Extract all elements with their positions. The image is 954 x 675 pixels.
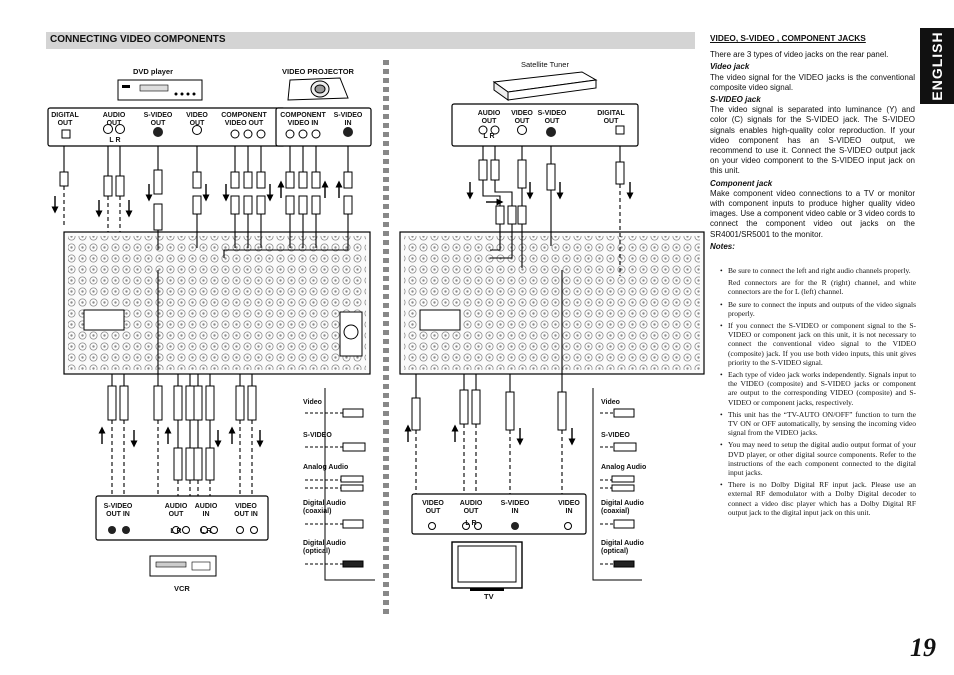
dvd-player-label: DVD player bbox=[133, 67, 174, 76]
tv-svideo-in-label: S-VIDEO IN bbox=[500, 500, 530, 515]
note-item: • There is no Dolby Digital RF input jack. Please use an external RF demodulator with a Dolby Digital decoder to connect a video disc player which has a Dolby Digital RF output jack to the digital input jack on this unit. bbox=[728, 480, 916, 517]
intro-text: There are 3 types of video jacks on the rear panel. bbox=[710, 50, 889, 60]
dvd-svideo-out-label: S-VIDEO OUT bbox=[143, 112, 173, 127]
legend-left-video: Video bbox=[303, 399, 322, 406]
note-item: • Each type of video jack works independently. Signals input to the VIDEO (composite) and S-VIDEO jacks or component are output to the corresponding VIDEO (composite) and S-VIDEO or component jacks, respectively. bbox=[728, 370, 916, 407]
projector-illustration bbox=[288, 78, 348, 100]
note-item-continued: Red connectors are for the R (right) channel, and white connectors are the for L (left) channel. bbox=[728, 278, 916, 297]
tv-audio-out-label: AUDIO OUT bbox=[459, 500, 483, 515]
satellite-tuner-illustration bbox=[494, 72, 596, 100]
dvd-video-out-label: VIDEO OUT bbox=[186, 112, 208, 127]
text-column bbox=[710, 33, 915, 252]
tuner-svideo-out-label: S-VIDEO OUT bbox=[537, 110, 567, 125]
note-item: • Be sure to connect the left and right audio channels properly. bbox=[728, 266, 916, 275]
tv-lr-label: L R bbox=[465, 520, 477, 527]
dvd-lr-label: L R bbox=[109, 137, 121, 144]
projector-label: VIDEO PROJECTOR bbox=[282, 67, 354, 76]
note-item: • You may need to setup the digital audio output format of your DVD player, or other digital source components. Refer to the instructions of the each component connected to the digital input jacks. bbox=[728, 440, 916, 477]
vcr-lr-label-1: L R bbox=[170, 528, 182, 535]
legend-right-video: Video bbox=[601, 399, 620, 406]
vcr-svideo-label: S-VIDEO OUT IN bbox=[103, 503, 133, 518]
notes-title: Notes: bbox=[710, 241, 735, 251]
note-item: • Be sure to connect the inputs and outputs of the video signals properly. bbox=[728, 300, 916, 318]
component-jack-body: Make component video connections to a TV or monitor with component inputs to produce higher quality video images. Use a component video cable or 3 video cords to connect the component video out jacks on the SR4001/SR5001 to the monitor. bbox=[710, 188, 915, 239]
legend-right-svideo: S-VIDEO bbox=[601, 432, 630, 439]
dvd-player-illustration bbox=[118, 80, 202, 100]
dvd-component-out-label: COMPONENT VIDEO OUT bbox=[221, 112, 267, 127]
language-tab-label: ENGLISH bbox=[929, 31, 945, 101]
tuner-video-out-label: VIDEO OUT bbox=[511, 110, 533, 125]
vcr-label: VCR bbox=[174, 584, 190, 593]
note-item: • This unit has the “TV-AUTO ON/OFF” function to turn the TV ON or OFF automatically, by sensing the incoming video signal from the VIDEO jacks. bbox=[728, 410, 916, 438]
vcr-lr-label-2: L R bbox=[200, 528, 212, 535]
tv-label: TV bbox=[484, 592, 494, 601]
projector-component-in-label: COMPONENT VIDEO IN bbox=[280, 112, 326, 127]
svideo-jack-title: S-VIDEO jack bbox=[710, 95, 761, 105]
satellite-tuner-label: Satellite Tuner bbox=[521, 60, 569, 69]
receiver-rear-panel-left bbox=[64, 232, 370, 374]
note-item: • If you connect the S-VIDEO or component signal to the S-VIDEO or component jack on this unit, it is not necessary to connect the conventional video signal to the VIDEO (composite) jack. If you use both video inputs, this unit gives priority to the S-VIDEO signal. bbox=[728, 321, 916, 367]
vcr-audio-out-label: AUDIO OUT bbox=[164, 503, 188, 518]
video-jack-title: Video jack bbox=[710, 62, 750, 72]
projector-svideo-in-label: S-VIDEO IN bbox=[333, 112, 363, 127]
page-number: 19 bbox=[910, 633, 936, 662]
tuner-lr-label: L R bbox=[483, 133, 495, 140]
section-title: CONNECTING VIDEO COMPONENTS bbox=[50, 34, 226, 45]
dvd-digital-out-label: DIGITAL OUT bbox=[51, 112, 79, 127]
component-jack-title: Component jack bbox=[710, 178, 773, 188]
legend-right-digital-optical: Digital Audio (optical) bbox=[601, 540, 644, 555]
legend-left-digital-coaxial: Digital Audio (coaxial) bbox=[303, 500, 346, 515]
vcr-illustration bbox=[150, 556, 216, 576]
receiver-rear-panel-right bbox=[400, 232, 704, 374]
legend-right-analog-audio: Analog Audio bbox=[601, 464, 647, 471]
tuner-digital-out-label: DIGITAL OUT bbox=[597, 110, 625, 125]
tv-video-out-label: VIDEO OUT bbox=[422, 500, 444, 515]
jacks-heading: VIDEO, S-VIDEO , COMPONENT JACKS bbox=[710, 33, 866, 43]
dvd-audio-out-label: AUDIO OUT bbox=[102, 112, 126, 127]
tuner-audio-out-label: AUDIO OUT bbox=[477, 110, 501, 125]
notes-list bbox=[728, 266, 916, 520]
svideo-jack-body: The video signal is separated into luminance (Y) and color (C) signals for the S-VIDEO jack. The S-VIDEO signals enables high-quality color reproduction. If your video component has an S-VIDEO output, we recommend to use it. Connect the S-VIDEO output jack on your video component to the S-VIDEO input jack on this unit. bbox=[710, 105, 915, 176]
video-jack-body: The video signal for the VIDEO jacks is the conventional composite video signal. bbox=[710, 72, 915, 92]
vcr-video-label: VIDEO OUT IN bbox=[234, 503, 258, 518]
tv-illustration bbox=[452, 542, 522, 591]
legend-left-digital-optical: Digital Audio (optical) bbox=[303, 540, 346, 555]
legend-left-analog-audio: Analog Audio bbox=[303, 464, 349, 471]
legend-right-digital-coaxial: Digital Audio (coaxial) bbox=[601, 500, 644, 515]
legend-left-svideo: S-VIDEO bbox=[303, 432, 332, 439]
tv-video-in-label: VIDEO IN bbox=[558, 500, 580, 515]
vcr-audio-in-label: AUDIO IN bbox=[194, 503, 218, 518]
